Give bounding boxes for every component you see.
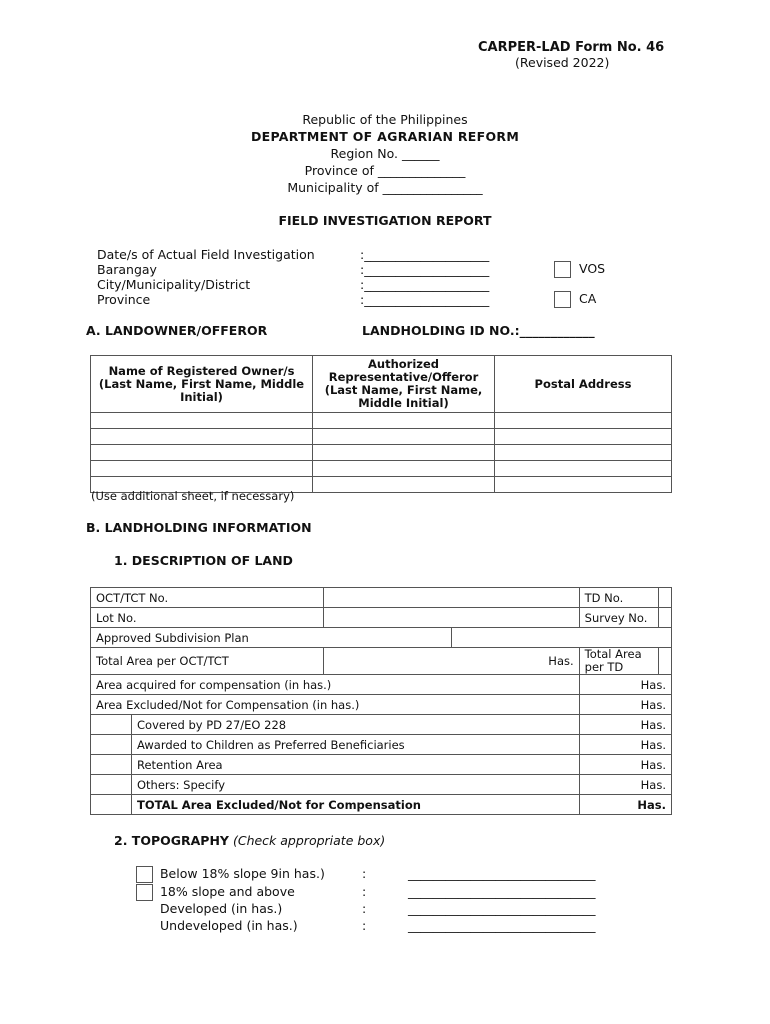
indent-cell [91,755,132,775]
vos-option[interactable] [554,261,605,278]
topography-below-18[interactable] [136,866,325,883]
section-a-title: A. LANDOWNER/OFFEROR [86,323,268,338]
revision: (Revised 2022) [515,55,610,70]
total-excluded-label: TOTAL Area Excluded/Not for Compensation [132,795,580,815]
indent-cell [91,735,132,755]
excluded-item-field[interactable] [579,775,671,795]
total-area-oct-field[interactable] [323,648,579,675]
excluded-item-label: Awarded to Children as Preferred Beneficiaries [132,735,580,755]
province-field[interactable]: :____________________ [360,292,490,307]
acquired-label: Area acquired for compensation (in has.) [91,675,580,695]
colon: : [362,918,367,933]
has-unit: Has. [640,717,666,732]
topography-heading [114,833,385,848]
above-18-label: 18% slope and above [159,884,295,899]
owner-cell[interactable] [91,461,313,477]
colon: : [362,901,367,916]
landholding-id-field[interactable]: LANDHOLDING ID NO.:____________ [362,323,595,338]
address-cell[interactable] [495,413,672,429]
representative-cell[interactable] [313,445,495,461]
has-unit: Has. [640,777,666,792]
survey-no-label: Survey No. [579,608,658,628]
representative-cell[interactable] [313,477,495,493]
vos-label: VOS [578,261,606,276]
has-unit: Has. [640,677,666,692]
excluded-item-label: Covered by PD 27/EO 228 [132,715,580,735]
owner-cell[interactable] [91,429,313,445]
barangay-field[interactable]: :____________________ [360,262,490,277]
vos-checkbox[interactable] [554,261,571,278]
has-unit: Has. [640,737,666,752]
topography-note: (Check appropriate box) [232,833,386,848]
col-postal-address: Postal Address [495,356,672,413]
survey-no-field[interactable] [658,608,671,628]
owners-table [90,355,672,493]
excluded-item-field[interactable] [579,755,671,775]
address-cell[interactable] [495,477,672,493]
republic-line: Republic of the Philippines [302,112,468,127]
subdivision-field[interactable] [451,628,671,648]
province-label: Province [97,292,151,307]
has-unit: Has. [640,697,666,712]
section-b-title: B. LANDHOLDING INFORMATION [86,520,312,535]
land-description-table [90,587,672,815]
excluded-item-label: Others: Specify [132,775,580,795]
address-cell[interactable] [495,445,672,461]
total-area-td-label: Total Area per TD [579,648,658,675]
region-line: Region No. ______ [330,146,440,161]
total-area-oct-label: Total Area per OCT/TCT [91,648,324,675]
description-of-land-title: 1. DESCRIPTION OF LAND [114,553,293,568]
municipality-line: Municipality of ________________ [287,180,483,195]
address-cell[interactable] [495,429,672,445]
total-excluded-field[interactable] [579,795,671,815]
total-area-td-field[interactable] [658,648,671,675]
representative-cell[interactable] [313,461,495,477]
colon: : [362,884,367,899]
above-18-field[interactable]: ______________________________ [408,884,596,899]
below-18-label: Below 18% slope 9in has.) [159,866,325,881]
developed-field[interactable]: ______________________________ [408,901,596,916]
has-unit: Has. [548,654,574,668]
table-row [91,413,672,429]
subdivision-label: Approved Subdivision Plan [91,628,452,648]
acquired-field[interactable] [579,675,671,695]
colon: : [362,866,367,881]
department-name: DEPARTMENT OF AGRARIAN REFORM [250,129,520,144]
ca-label: CA [578,291,597,306]
lot-no-label: Lot No. [91,608,324,628]
province-line: Province of ______________ [304,163,466,178]
city-label: City/Municipality/District [97,277,251,292]
table-row [91,445,672,461]
address-cell[interactable] [495,461,672,477]
table-row [91,461,672,477]
indent-cell [91,795,132,815]
below-18-checkbox[interactable] [136,866,153,883]
has-unit: Has. [640,757,666,772]
report-title: FIELD INVESTIGATION REPORT [278,213,492,228]
indent-cell [91,715,132,735]
excluded-item-field[interactable] [579,715,671,735]
topography-title: 2. TOPOGRAPHY [114,833,229,848]
ca-option[interactable] [554,291,596,308]
col-registered-owner: Name of Registered Owner/s (Last Name, First Name, Middle Initial) [91,356,313,413]
table-row [91,429,672,445]
excluded-label: Area Excluded/Not for Compensation (in has.) [91,695,580,715]
topography-18-above[interactable] [136,884,295,901]
additional-sheet-note: (Use additional sheet, if necessary) [91,489,295,503]
oct-tct-label: OCT/TCT No. [91,588,324,608]
below-18-field[interactable]: ______________________________ [408,866,596,881]
owner-cell[interactable] [91,413,313,429]
investigation-date-field[interactable]: :____________________ [360,247,490,262]
lot-no-field[interactable] [323,608,579,628]
undeveloped-field[interactable]: ______________________________ [408,918,596,933]
representative-cell[interactable] [313,429,495,445]
excluded-field[interactable] [579,695,671,715]
representative-cell[interactable] [313,413,495,429]
developed-label: Developed (in has.) [160,901,283,916]
oct-tct-field[interactable] [323,588,579,608]
td-no-label: TD No. [579,588,658,608]
investigation-date-label: Date/s of Actual Field Investigation [97,247,315,262]
excluded-item-field[interactable] [579,735,671,755]
col-representative: Authorized Representative/Offeror (Last Name, First Name, Middle Initial) [313,356,495,413]
indent-cell [91,775,132,795]
ca-checkbox[interactable] [554,291,571,308]
has-unit: Has. [637,797,666,812]
owner-cell[interactable] [91,445,313,461]
undeveloped-label: Undeveloped (in has.) [160,918,298,933]
barangay-label: Barangay [97,262,157,277]
form-number: CARPER-LAD Form No. 46 [478,40,665,55]
excluded-item-label: Retention Area [132,755,580,775]
td-no-field[interactable] [658,588,671,608]
above-18-checkbox[interactable] [136,884,153,901]
city-field[interactable]: :____________________ [360,277,490,292]
